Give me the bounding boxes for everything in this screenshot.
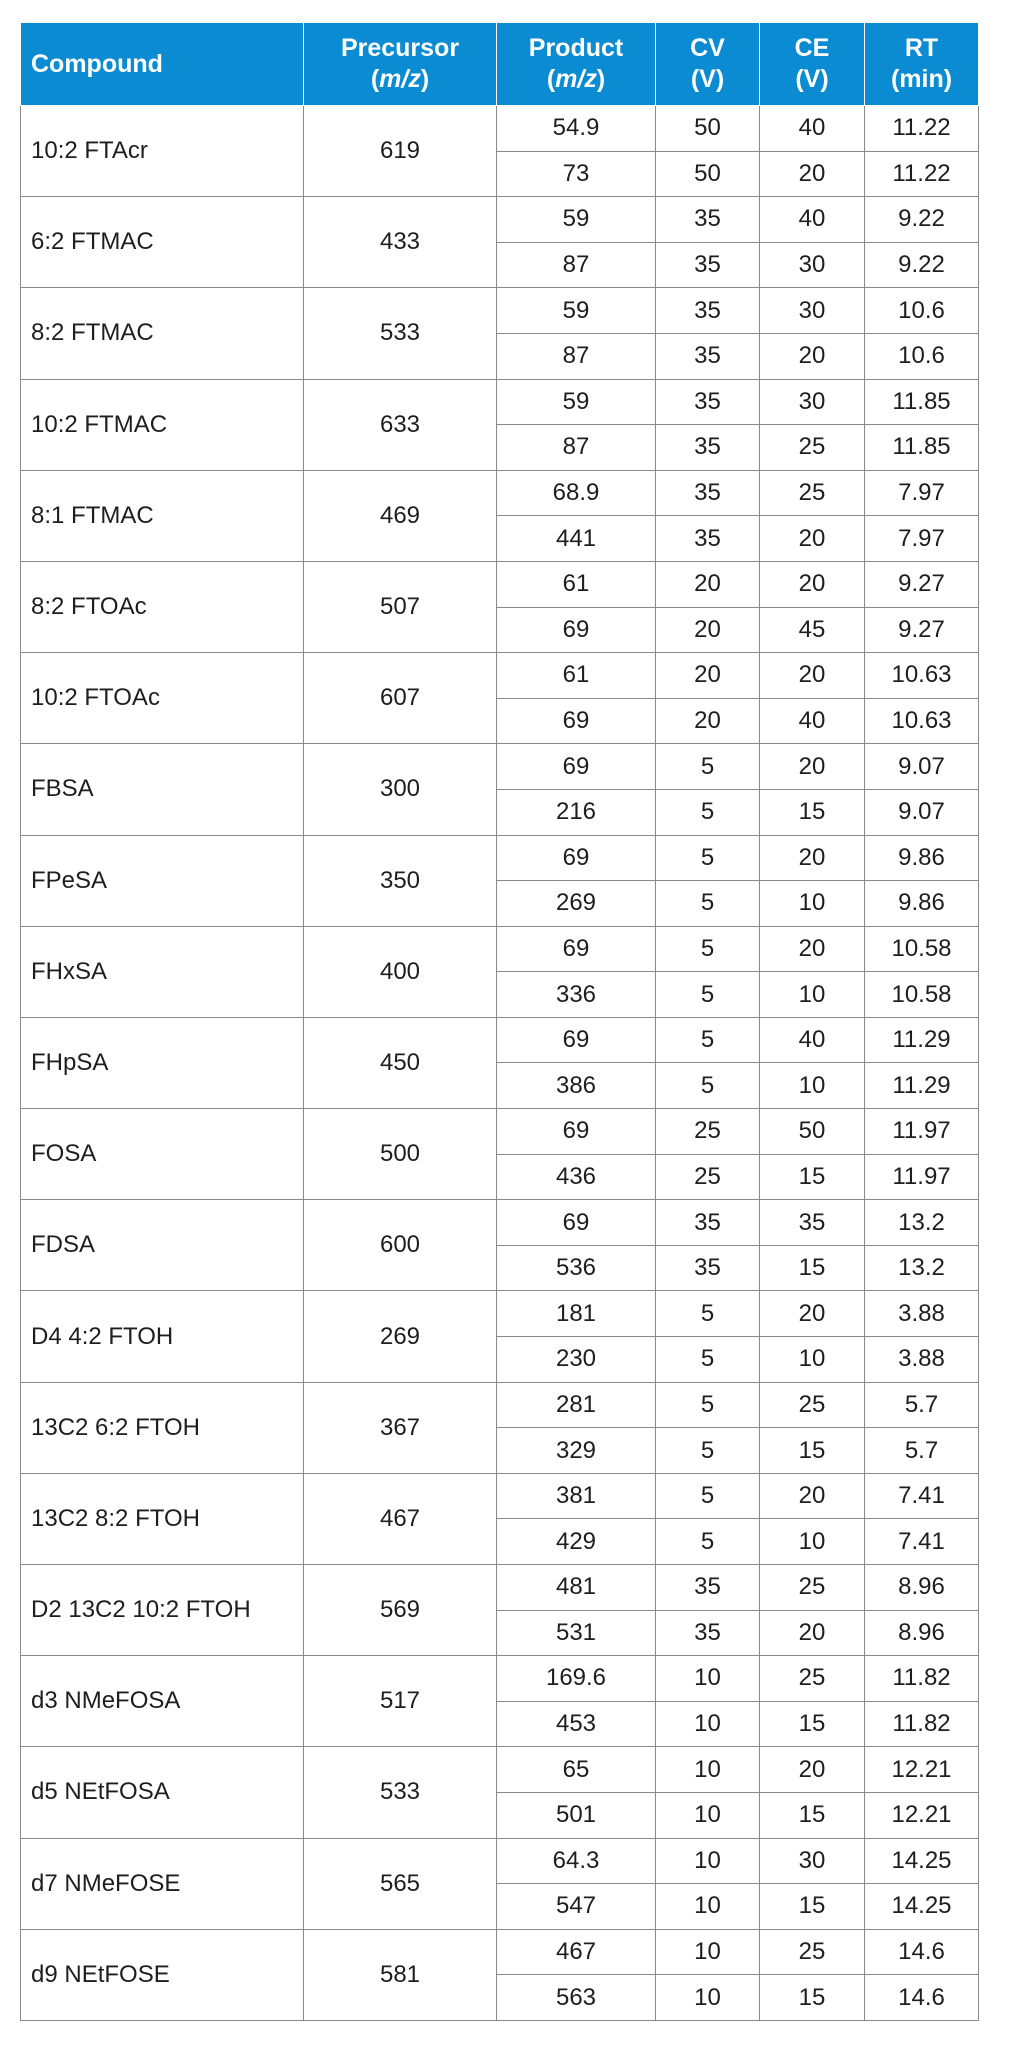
- ce-cell: 40: [760, 106, 865, 152]
- header-rt-unit: (min): [890, 65, 953, 93]
- precursor-cell: 517: [304, 1656, 497, 1747]
- table-row: [21, 926, 979, 972]
- precursor-cell: 633: [304, 379, 497, 470]
- header-precursor: [304, 23, 497, 106]
- header-rt: [865, 23, 979, 106]
- product-cell: 329: [497, 1428, 656, 1474]
- compound-cell: 10:2 FTAcr: [21, 106, 304, 197]
- ce-cell: 40: [760, 197, 865, 243]
- cv-cell: 5: [656, 881, 760, 927]
- cv-cell: 35: [656, 1565, 760, 1611]
- header-ce-unit: (V): [795, 65, 829, 93]
- product-cell: 59: [497, 379, 656, 425]
- compound-cell: 8:2 FTOAc: [21, 561, 304, 652]
- product-cell: 64.3: [497, 1838, 656, 1884]
- rt-cell: 11.29: [865, 1017, 979, 1063]
- rt-cell: 11.85: [865, 379, 979, 425]
- product-cell: 169.6: [497, 1656, 656, 1702]
- ce-cell: 25: [760, 1929, 865, 1975]
- product-cell: 453: [497, 1701, 656, 1747]
- cv-cell: 5: [656, 972, 760, 1018]
- rt-cell: 8.96: [865, 1610, 979, 1656]
- cv-cell: 35: [656, 379, 760, 425]
- table-row: [21, 1382, 979, 1428]
- header-ce-label: CE: [794, 34, 830, 62]
- cv-cell: 5: [656, 1017, 760, 1063]
- ce-cell: 40: [760, 1017, 865, 1063]
- compound-cell: 13C2 8:2 FTOH: [21, 1473, 304, 1564]
- product-cell: 216: [497, 789, 656, 835]
- ce-cell: 20: [760, 1473, 865, 1519]
- compound-cell: D4 4:2 FTOH: [21, 1291, 304, 1382]
- product-cell: 531: [497, 1610, 656, 1656]
- cv-cell: 20: [656, 561, 760, 607]
- table-row: [21, 835, 979, 881]
- rt-cell: 9.27: [865, 561, 979, 607]
- cv-cell: 5: [656, 926, 760, 972]
- rt-cell: 11.29: [865, 1063, 979, 1109]
- rt-cell: 13.2: [865, 1245, 979, 1291]
- table-row: [21, 1109, 979, 1155]
- header-compound: [21, 23, 304, 106]
- precursor-cell: 469: [304, 470, 497, 561]
- table-row: [21, 1473, 979, 1519]
- cv-cell: 20: [656, 607, 760, 653]
- table-row: [21, 106, 979, 152]
- rt-cell: 11.22: [865, 106, 979, 152]
- header-product: [497, 23, 656, 106]
- product-cell: 281: [497, 1382, 656, 1428]
- product-cell: 68.9: [497, 470, 656, 516]
- precursor-cell: 433: [304, 197, 497, 288]
- product-cell: 69: [497, 1109, 656, 1155]
- ce-cell: 15: [760, 1975, 865, 2021]
- rt-cell: 12.21: [865, 1792, 979, 1838]
- header-row: [21, 23, 979, 106]
- precursor-cell: 500: [304, 1109, 497, 1200]
- ce-cell: 10: [760, 1063, 865, 1109]
- compound-cell: 6:2 FTMAC: [21, 197, 304, 288]
- product-cell: 181: [497, 1291, 656, 1337]
- cv-cell: 10: [656, 1884, 760, 1930]
- cv-cell: 20: [656, 653, 760, 699]
- compound-cell: 8:1 FTMAC: [21, 470, 304, 561]
- table-body: [21, 106, 979, 2021]
- ce-cell: 45: [760, 607, 865, 653]
- precursor-cell: 533: [304, 1747, 497, 1838]
- product-cell: 69: [497, 607, 656, 653]
- compound-cell: 10:2 FTOAc: [21, 653, 304, 744]
- product-cell: 501: [497, 1792, 656, 1838]
- cv-cell: 5: [656, 1382, 760, 1428]
- rt-cell: 9.22: [865, 197, 979, 243]
- cv-cell: 35: [656, 242, 760, 288]
- cv-cell: 25: [656, 1109, 760, 1155]
- product-cell: 69: [497, 926, 656, 972]
- rt-cell: 11.97: [865, 1109, 979, 1155]
- compound-cell: d9 NEtFOSE: [21, 1929, 304, 2020]
- cv-cell: 10: [656, 1929, 760, 1975]
- product-cell: 69: [497, 744, 656, 790]
- rt-cell: 3.88: [865, 1291, 979, 1337]
- precursor-cell: 619: [304, 106, 497, 197]
- header-rt-label: RT: [904, 34, 939, 62]
- rt-cell: 9.86: [865, 835, 979, 881]
- product-cell: 269: [497, 881, 656, 927]
- ce-cell: 50: [760, 1109, 865, 1155]
- product-cell: 59: [497, 288, 656, 334]
- product-cell: 54.9: [497, 106, 656, 152]
- ce-cell: 30: [760, 379, 865, 425]
- header-product-label: Product: [528, 34, 624, 62]
- cv-cell: 50: [656, 106, 760, 152]
- paren-open: (: [546, 65, 556, 93]
- product-cell: 73: [497, 151, 656, 197]
- table-row: [21, 288, 979, 334]
- cv-cell: 5: [656, 1519, 760, 1565]
- table-row: [21, 1747, 979, 1793]
- header-cv-unit: (V): [690, 65, 725, 93]
- ce-cell: 25: [760, 1565, 865, 1611]
- product-cell: 69: [497, 835, 656, 881]
- product-cell: 65: [497, 1747, 656, 1793]
- compound-cell: 13C2 6:2 FTOH: [21, 1382, 304, 1473]
- product-cell: 547: [497, 1884, 656, 1930]
- product-cell: 381: [497, 1473, 656, 1519]
- ce-cell: 20: [760, 744, 865, 790]
- precursor-cell: 450: [304, 1017, 497, 1108]
- cv-cell: 5: [656, 1291, 760, 1337]
- rt-cell: 3.88: [865, 1337, 979, 1383]
- product-cell: 481: [497, 1565, 656, 1611]
- paren-close: ): [420, 65, 430, 93]
- cv-cell: 35: [656, 425, 760, 471]
- mz-italic: m/z: [555, 65, 597, 93]
- product-cell: 69: [497, 1200, 656, 1246]
- cv-cell: 5: [656, 1063, 760, 1109]
- product-cell: 69: [497, 1017, 656, 1063]
- rt-cell: 9.07: [865, 744, 979, 790]
- table-row: [21, 1565, 979, 1611]
- header-ce: [760, 23, 865, 106]
- ce-cell: 25: [760, 1382, 865, 1428]
- ce-cell: 10: [760, 1519, 865, 1565]
- ce-cell: 20: [760, 926, 865, 972]
- ce-cell: 15: [760, 1884, 865, 1930]
- product-cell: 436: [497, 1154, 656, 1200]
- rt-cell: 10.6: [865, 333, 979, 379]
- compound-cell: FHxSA: [21, 926, 304, 1017]
- precursor-cell: 607: [304, 653, 497, 744]
- rt-cell: 10.58: [865, 972, 979, 1018]
- ce-cell: 10: [760, 881, 865, 927]
- rt-cell: 11.82: [865, 1656, 979, 1702]
- rt-cell: 14.6: [865, 1975, 979, 2021]
- ce-cell: 20: [760, 835, 865, 881]
- rt-cell: 11.85: [865, 425, 979, 471]
- rt-cell: 5.7: [865, 1428, 979, 1474]
- rt-cell: 14.25: [865, 1838, 979, 1884]
- cv-cell: 35: [656, 1245, 760, 1291]
- ce-cell: 25: [760, 425, 865, 471]
- ce-cell: 20: [760, 1291, 865, 1337]
- ce-cell: 30: [760, 288, 865, 334]
- compound-cell: FHpSA: [21, 1017, 304, 1108]
- cv-cell: 25: [656, 1154, 760, 1200]
- mz-italic: m/z: [379, 65, 421, 93]
- table-header: [21, 23, 979, 106]
- header-cv-label: CV: [690, 34, 725, 62]
- rt-cell: 7.97: [865, 470, 979, 516]
- product-cell: 59: [497, 197, 656, 243]
- ce-cell: 40: [760, 698, 865, 744]
- header-compound-label: Compound: [31, 49, 163, 78]
- paren-close: ): [596, 65, 606, 93]
- cv-cell: 35: [656, 1610, 760, 1656]
- header-cv: [656, 23, 760, 106]
- table-row: [21, 197, 979, 243]
- compound-cell: FOSA: [21, 1109, 304, 1200]
- compound-cell: d3 NMeFOSA: [21, 1656, 304, 1747]
- rt-cell: 11.97: [865, 1154, 979, 1200]
- precursor-cell: 581: [304, 1929, 497, 2020]
- product-cell: 61: [497, 653, 656, 699]
- compound-cell: 8:2 FTMAC: [21, 288, 304, 379]
- rt-cell: 9.22: [865, 242, 979, 288]
- precursor-cell: 507: [304, 561, 497, 652]
- cv-cell: 10: [656, 1975, 760, 2021]
- cv-cell: 20: [656, 698, 760, 744]
- cv-cell: 10: [656, 1701, 760, 1747]
- product-cell: 336: [497, 972, 656, 1018]
- table-row: [21, 1291, 979, 1337]
- cv-cell: 5: [656, 789, 760, 835]
- cv-cell: 35: [656, 288, 760, 334]
- precursor-cell: 565: [304, 1838, 497, 1929]
- ce-cell: 20: [760, 1610, 865, 1656]
- ce-cell: 10: [760, 972, 865, 1018]
- product-cell: 536: [497, 1245, 656, 1291]
- ce-cell: 15: [760, 1245, 865, 1291]
- rt-cell: 9.07: [865, 789, 979, 835]
- cv-cell: 35: [656, 1200, 760, 1246]
- cv-cell: 35: [656, 197, 760, 243]
- ce-cell: 15: [760, 789, 865, 835]
- cv-cell: 50: [656, 151, 760, 197]
- cv-cell: 10: [656, 1838, 760, 1884]
- cv-cell: 5: [656, 744, 760, 790]
- cv-cell: 10: [656, 1747, 760, 1793]
- compound-cell: d7 NMeFOSE: [21, 1838, 304, 1929]
- rt-cell: 10.63: [865, 698, 979, 744]
- product-cell: 87: [497, 242, 656, 288]
- ce-cell: 30: [760, 242, 865, 288]
- product-cell: 87: [497, 333, 656, 379]
- rt-cell: 9.27: [865, 607, 979, 653]
- rt-cell: 5.7: [865, 1382, 979, 1428]
- rt-cell: 13.2: [865, 1200, 979, 1246]
- product-cell: 386: [497, 1063, 656, 1109]
- ce-cell: 20: [760, 151, 865, 197]
- rt-cell: 11.82: [865, 1701, 979, 1747]
- rt-cell: 7.41: [865, 1473, 979, 1519]
- paren-open: (: [370, 65, 380, 93]
- product-cell: 441: [497, 516, 656, 562]
- compound-cell: D2 13C2 10:2 FTOH: [21, 1565, 304, 1656]
- ce-cell: 25: [760, 1656, 865, 1702]
- table-row: [21, 744, 979, 790]
- precursor-cell: 467: [304, 1473, 497, 1564]
- table-row: [21, 561, 979, 607]
- compound-cell: FPeSA: [21, 835, 304, 926]
- cv-cell: 10: [656, 1656, 760, 1702]
- rt-cell: 7.41: [865, 1519, 979, 1565]
- ce-cell: 15: [760, 1792, 865, 1838]
- ce-cell: 15: [760, 1154, 865, 1200]
- precursor-cell: 350: [304, 835, 497, 926]
- precursor-cell: 569: [304, 1565, 497, 1656]
- compound-cell: d5 NEtFOSA: [21, 1747, 304, 1838]
- ce-cell: 20: [760, 653, 865, 699]
- cv-cell: 5: [656, 1337, 760, 1383]
- ce-cell: 20: [760, 333, 865, 379]
- ce-cell: 20: [760, 516, 865, 562]
- product-cell: 563: [497, 1975, 656, 2021]
- rt-cell: 14.25: [865, 1884, 979, 1930]
- rt-cell: 14.6: [865, 1929, 979, 1975]
- product-cell: 69: [497, 698, 656, 744]
- table-row: [21, 1656, 979, 1702]
- precursor-cell: 269: [304, 1291, 497, 1382]
- rt-cell: 12.21: [865, 1747, 979, 1793]
- precursor-cell: 400: [304, 926, 497, 1017]
- rt-cell: 10.63: [865, 653, 979, 699]
- product-cell: 61: [497, 561, 656, 607]
- ce-cell: 15: [760, 1701, 865, 1747]
- cv-cell: 35: [656, 516, 760, 562]
- precursor-cell: 600: [304, 1200, 497, 1291]
- table-row: [21, 1929, 979, 1975]
- cv-cell: 5: [656, 1428, 760, 1474]
- table-row: [21, 379, 979, 425]
- precursor-cell: 367: [304, 1382, 497, 1473]
- header-precursor-unit: [304, 64, 496, 95]
- ce-cell: 10: [760, 1337, 865, 1383]
- cv-cell: 5: [656, 1473, 760, 1519]
- header-product-unit: [497, 64, 655, 95]
- ce-cell: 15: [760, 1428, 865, 1474]
- ce-cell: 25: [760, 470, 865, 516]
- cv-cell: 35: [656, 470, 760, 516]
- product-cell: 467: [497, 1929, 656, 1975]
- rt-cell: 10.58: [865, 926, 979, 972]
- product-cell: 230: [497, 1337, 656, 1383]
- table-row: [21, 1838, 979, 1884]
- ce-cell: 20: [760, 1747, 865, 1793]
- compound-cell: FBSA: [21, 744, 304, 835]
- table-row: [21, 1200, 979, 1246]
- table-row: [21, 1017, 979, 1063]
- ce-cell: 20: [760, 561, 865, 607]
- mrm-parameters-table: [20, 22, 979, 2021]
- ce-cell: 35: [760, 1200, 865, 1246]
- table-row: [21, 470, 979, 516]
- rt-cell: 8.96: [865, 1565, 979, 1611]
- header-precursor-label: Precursor: [340, 34, 460, 62]
- precursor-cell: 300: [304, 744, 497, 835]
- product-cell: 87: [497, 425, 656, 471]
- rt-cell: 10.6: [865, 288, 979, 334]
- rt-cell: 9.86: [865, 881, 979, 927]
- cv-cell: 35: [656, 333, 760, 379]
- cv-cell: 10: [656, 1792, 760, 1838]
- precursor-cell: 533: [304, 288, 497, 379]
- ce-cell: 30: [760, 1838, 865, 1884]
- cv-cell: 5: [656, 835, 760, 881]
- table-row: [21, 653, 979, 699]
- rt-cell: 7.97: [865, 516, 979, 562]
- product-cell: 429: [497, 1519, 656, 1565]
- compound-cell: FDSA: [21, 1200, 304, 1291]
- rt-cell: 11.22: [865, 151, 979, 197]
- compound-cell: 10:2 FTMAC: [21, 379, 304, 470]
